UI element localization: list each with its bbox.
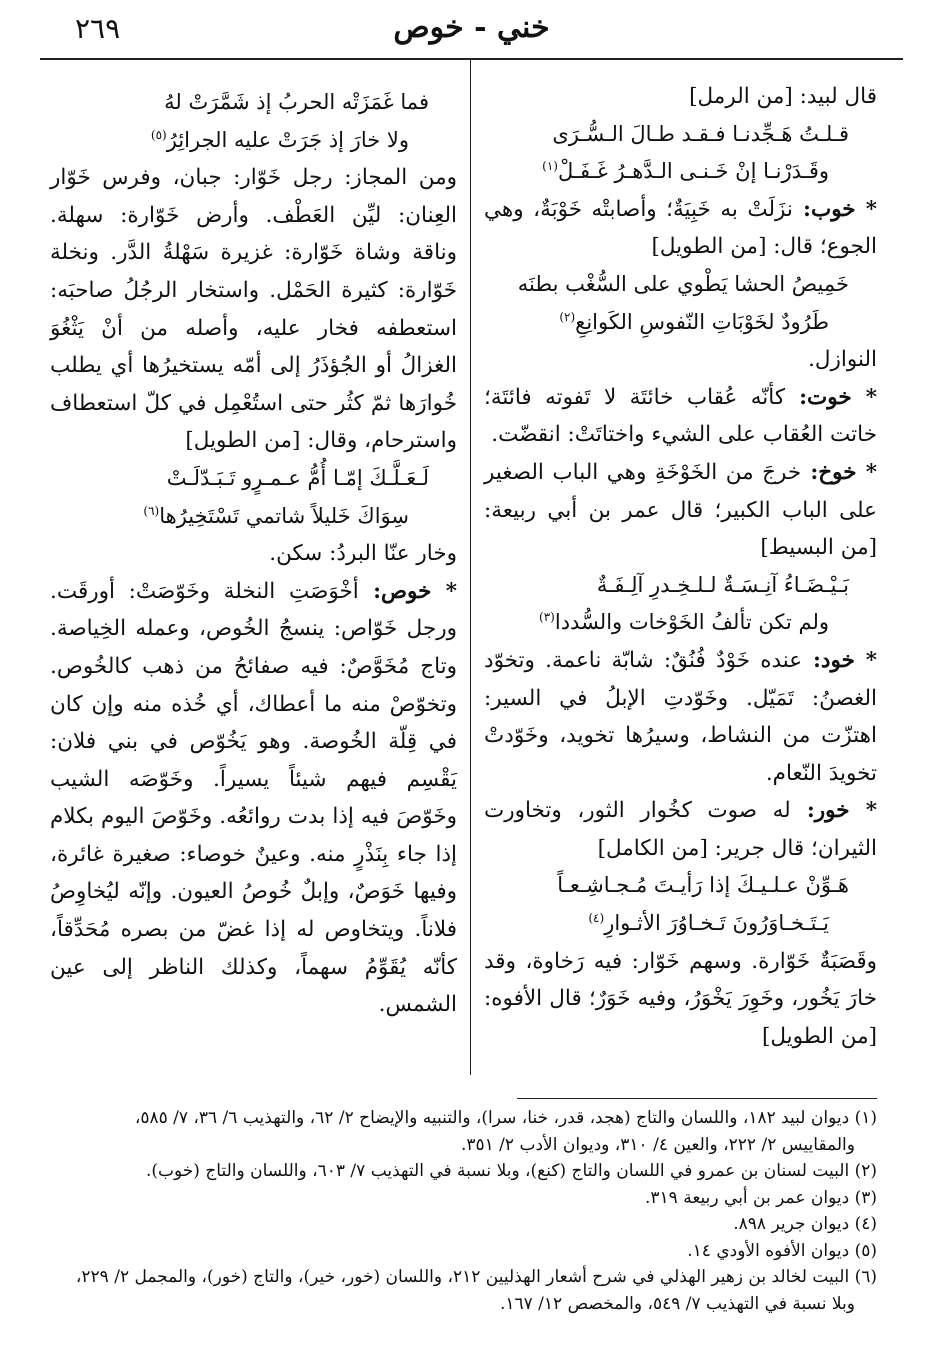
dictionary-entry [484, 642, 877, 792]
entry-text: وقَصَبَةٌ خَوّارة. وسهم خَوّار: فيه رَخاوة، وقد خارَ يَخُور، وخَوِرَ يَخْوَرُ، وفيه خَوَرٌ؛ قال الأفوه: [من الطويل] [484, 948, 877, 1049]
entry-headword: * خوص: [358, 578, 457, 604]
footnote: (٤) ديوان جرير ٨٩٨. [733, 1214, 877, 1234]
verse-text: وقَـدَرْنـا إنْ خَـنـى الـدَّهـرُ غَـفَـلْ [557, 159, 829, 184]
verse-first-hemistich [484, 567, 877, 605]
verse-first-hemistich [484, 867, 877, 905]
footnote-marker: (٢) [559, 309, 576, 324]
prose-line [50, 159, 457, 460]
verse-first-hemistich [484, 116, 877, 154]
verse-text: ولا خارَ إذ جَرَتْ عليه الجرائِرُ [166, 127, 409, 152]
verse-text: لَـعَـلَّـكَ إمّـا أُمُّ عـمـرٍو تَـبَـدّلَـتْ [166, 465, 429, 490]
footnote-rule [517, 1098, 877, 1099]
verse-first-hemistich [484, 266, 877, 304]
verse-text: خَمِيصُ الحشا يَطْوي على السُّغْب بطنَه [517, 271, 849, 296]
page-header [40, 8, 903, 50]
footnote: (٣) ديوان عمر بن أبي ربيعة ٣١٩. [645, 1187, 877, 1208]
entry-headword: * خوخ: [801, 459, 877, 485]
entry-headword: * خوت: [785, 384, 877, 410]
entry-text: أخْوَصَتِ النخلة وخَوّصَتْ: أورقَت. ورجل خَوّاص: ينسجُ الخُوص، وعمله الخِياصة. وتاج مُخَوَّصٌ: فيه صفائحُ من ذهب كالخُوص. وتخوّصْ منه ما أعطاك، أي خُذه منه وإن كان في قِلّة الخُوصة. وهو يَخُوّص في بني فلان: يَقْسِم فيهم شيئاً يسيراً. وخَوّصَه الشيب وخَوّصَ فيه إذا بدت روائعُه. وخَوّصَ اليوم بكلام إذا جاء بِنَذْرٍ منه. وعينٌ خوصاء: صغيرة غائرة، وفيها خَوَصٌ، وإبلٌ خُوصُ العيون. وإنّه ليُخاوِصُ فلاناً. ويتخاوص له إذا غضّ من بصره مُحَدِّقاً، كأنّه يُقَوِّمُ سهماً، وكذلك الناظر إلى عين الشمس. [50, 578, 457, 1018]
running-title: خني - خوص [393, 10, 550, 45]
footnote: (١) ديوان لبيد ١٨٢، واللسان والتاج (هجد، قدر، خنا، سرا)، والتنبيه والإيضاح ٢/ ٦٢، والتهذيب ٦/ ٣٦، ٧/ ٥٨٥، [134, 1108, 877, 1128]
prose-line [484, 78, 877, 116]
entry-text: له صوت كخُوار الثور، وتخاورت الثيران؛ قال جرير: [من الكامل] [484, 798, 877, 861]
prose-line [484, 341, 877, 379]
entry-text: كأنّه عُقاب خائتَة لا تَفوته فائتَة؛ خاتت العُقاب على الشيء واختاتَتْ: انقضّت. [484, 384, 877, 448]
entry-text: وخار عنّا البردُ: سكن. [269, 541, 457, 567]
left-column [50, 84, 457, 1024]
dictionary-entry [50, 573, 457, 1024]
page-number: ٢٦٩ [75, 12, 121, 45]
footnote-marker: (٦) [143, 503, 160, 518]
entry-headword: * خود: [802, 647, 878, 673]
verse-text: طَرُودٌ لخَوْبَاتِ النّفوسِ الكَوانِعِ [575, 309, 829, 334]
verse-text: سِوَاكَ خَليلاً شاتمي تَسْتَخِيرُها [159, 503, 409, 528]
verse-second-hemistich [484, 905, 877, 943]
footnote: (٢) البيت لسنان بن عمرو في اللسان والتاج (كنع)، وبلا نسبة في التهذيب ٧/ ٦٠٣، واللسان والتاج (خوب). [145, 1161, 877, 1181]
verse-second-hemistich [50, 498, 457, 536]
verse-text: هَـوِّنْ عـلـيـكَ إذا رَأيـتَ مُـجـاشِـعـاً [557, 873, 849, 898]
verse-text: بَـيْـضَـاءُ آنِـسَـةٌ لـلـخِـدرِ آلِـفَـةٌ [596, 572, 849, 597]
prose-line [50, 535, 457, 573]
verse-text: يَـتَـخـاوَرُونَ تَـخـاوُرَ الأثـوارِ [604, 911, 829, 936]
dictionary-entry [484, 379, 877, 454]
dictionary-entry [484, 454, 877, 567]
verse-first-hemistich [50, 460, 457, 498]
entry-text: عنده خَوْدٌ فُنُقٌ: شابّة ناعمة. وتخوّد الغصنُ: تَمَيّل. وخَوّدتِ الإبلُ في السير: اهتزّت من النشاط، وسيرُها تخويد، وخَوّدتْ تخويدَ النّعام. [484, 647, 877, 786]
entry-text: خرجَ من الخَوْخَةِ وهي الباب الصغير على الباب الكبير؛ قال عمر بن أبي ربيعة: [من البسيط] [484, 459, 877, 561]
verse-second-hemistich [484, 153, 877, 191]
column-divider [470, 60, 471, 1075]
entry-text: قال لبيد: [من الرمل] [689, 84, 877, 109]
right-column [484, 78, 877, 1055]
entry-text: ومن المجاز: رجل خَوّار: جبان، وفرس خَوّار العِنان: ليِّن العَطْف. وأرض خَوّارة: سهلة. وناقة وشاة خَوّارة: غزيرة سَهْلةُ الدَّر. ونخلة خَوّارة: كثيرة الحَمْل. واستخار الرجُلُ صاحبَه: استعطفه فخار عليه، وأصله من أنْ يَثْغُوَ الغزالُ أو الجُؤذَرُ إلى أمّه يستخيرُها أي يطلب خُوارَها ثمّ كثُر حتى استُعْمِل في كلّ استعطاف واسترحام، وقال: [من الطويل] [50, 165, 457, 454]
entry-headword: * خوب: [792, 196, 877, 222]
verse-text: قـلـتُ هَـجِّدنـا فـقـد طـالَ الـسُّـرَى [552, 121, 849, 146]
header-rule [40, 58, 903, 60]
verse-second-hemistich [50, 122, 457, 160]
verse-second-hemistich [484, 604, 877, 642]
verse-text: فما غَمَزَتْه الحربُ إذ شَمَّرَتْ لهُ [164, 90, 429, 114]
footnote-marker: (١) [542, 159, 558, 174]
verse-text: ولم تكن تألفُ الخَوْخات والسُّددا [554, 610, 829, 635]
footnote: وبلا نسبة في التهذيب ٧/ ٥٤٩، والمخصص ١٢/ ١٦٧. [499, 1293, 855, 1314]
verse-second-hemistich [484, 304, 877, 342]
footnotes [36, 1105, 877, 1317]
footnote: (٦) البيت لخالد بن زهير الهذلي في شرح أشعار الهذليين ٢١٢، واللسان (خور، خير)، والتاج (خور)، والمجمل ٢/ ٢٢٩، [75, 1267, 877, 1287]
footnote-marker: (٥) [150, 127, 167, 142]
footnote: والمقاييس ٢/ ٢٢٢، والعين ٤/ ٣١٠، وديوان الأدب ٢/ ٣٥١. [460, 1134, 855, 1155]
dictionary-entry [484, 191, 877, 266]
footnote: (٥) ديوان الأفوه الأودي ١٤. [687, 1240, 877, 1261]
prose-line [484, 943, 877, 1056]
entry-text: نزَلَتْ به خَبِيَةٌ؛ وأصابتْه خَوْبَةٌ، وهي الجوع؛ قال: [من الطويل] [484, 196, 877, 260]
dictionary-entry [484, 792, 877, 867]
entry-headword: * خور: [790, 798, 877, 824]
footnote-marker: (٤) [588, 911, 605, 926]
footnote-marker: (٣) [539, 610, 555, 625]
entry-text: النوازل. [808, 347, 877, 373]
verse-first-hemistich [50, 84, 457, 122]
